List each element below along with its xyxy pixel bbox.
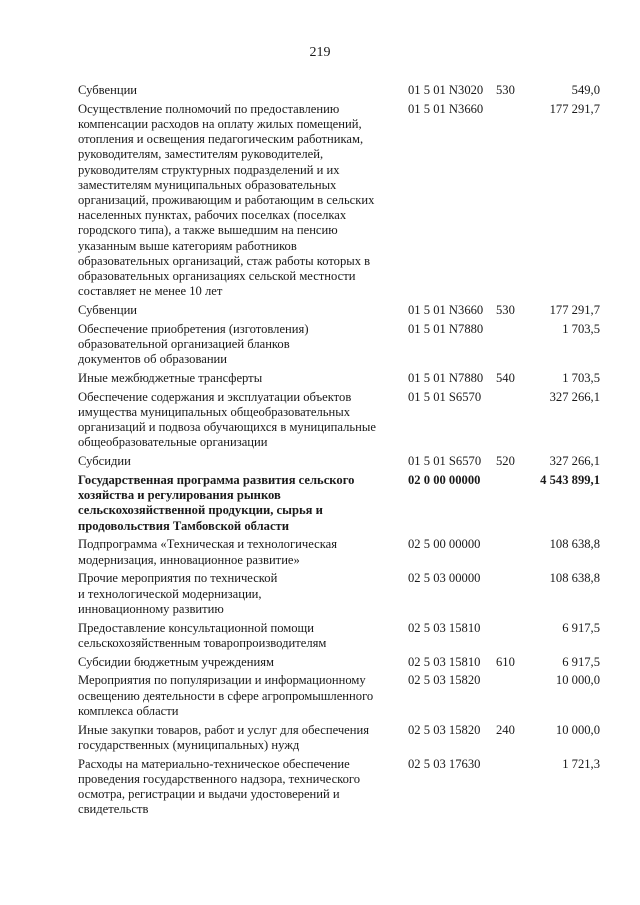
- row-code: 02 5 03 15820: [408, 722, 481, 737]
- row-amount: 1 703,5: [562, 371, 600, 386]
- row-description: Иные закупки товаров, работ и услуг для обеспечения государственных (муниципальных) нужд: [78, 722, 370, 752]
- row-code: 01 5 01 N3660: [408, 303, 484, 318]
- row-amount: 327 266,1: [549, 454, 600, 469]
- row-code: 02 5 03 15810: [408, 654, 481, 669]
- row-amount: 6 917,5: [562, 654, 600, 669]
- row-description: Прочие мероприятия по технической и технологической модернизации, инновационному развитию: [78, 571, 278, 616]
- row-expense-type: 520: [496, 454, 515, 469]
- budget-table: [78, 83, 600, 821]
- table-row: [78, 723, 600, 753]
- row-description: Государственная программа развития сельского хозяйства и регулирования рынков сельскохозяйственной продукции, сырья и продовольствия Тамбовской области: [78, 473, 355, 533]
- row-expense-type: 240: [496, 722, 515, 737]
- row-code: 01 5 01 N7880: [408, 371, 484, 386]
- table-row: [78, 371, 600, 386]
- row-description: Осуществление полномочий по предоставлению компенсации расходов на оплату жилых помещений, отопления и освещения педагогическим работникам, руководителям, заместителям руководителей, руководителям структурных подразделений и их заместителям муниципальных образовательных организаций, проживающим и работающим в сельских населенных пунктах, рабочих поселках (поселках городского типа), а также вышедшим на пенсию указанным выше категориям работников образовательных организаций, стаж работы которых в образовательных организациях сельской местности составляет не менее 10 лет: [78, 101, 375, 299]
- table-row: [78, 322, 600, 368]
- table-row: [78, 673, 600, 719]
- row-expense-type: 610: [496, 654, 515, 669]
- row-amount: 177 291,7: [549, 303, 600, 318]
- table-row: [78, 757, 600, 818]
- row-code: 01 5 01 S6570: [408, 389, 482, 404]
- row-amount: 108 638,8: [549, 571, 600, 586]
- table-row: [78, 571, 600, 617]
- row-amount: 108 638,8: [549, 537, 600, 552]
- row-amount: 1 721,3: [562, 756, 600, 771]
- table-row: [78, 621, 600, 651]
- table-row: [78, 537, 600, 567]
- table-row: [78, 655, 600, 670]
- row-description: Обеспечение содержания и эксплуатации объектов имущества муниципальных общеобразовательных организаций и подвоза обучающихся в муниципальные общеобразовательные организации: [78, 389, 376, 450]
- row-code: 01 5 01 S6570: [408, 454, 482, 469]
- row-description: Обеспечение приобретения (изготовления) образовательной организацией бланков документов об образовании: [78, 321, 309, 367]
- table-row: [78, 303, 600, 318]
- row-code: 01 5 01 N7880: [408, 321, 484, 336]
- table-row: [78, 83, 600, 98]
- row-code: 02 5 00 00000: [408, 537, 481, 552]
- row-amount: 177 291,7: [549, 101, 600, 116]
- row-amount: 10 000,0: [555, 722, 600, 737]
- row-description: Субвенции: [78, 83, 138, 97]
- table-row: [78, 102, 600, 300]
- row-description: Иные межбюджетные трансферты: [78, 371, 263, 386]
- row-code: 02 5 03 15820: [408, 673, 481, 688]
- row-amount: 1 703,5: [562, 321, 600, 336]
- table-row: [78, 473, 600, 534]
- table-row: [78, 390, 600, 451]
- row-description: Предоставление консультационной помощи сельскохозяйственным товаропроизводителям: [78, 620, 327, 650]
- table-row: [78, 454, 600, 469]
- row-code: 02 5 03 00000: [408, 571, 481, 586]
- row-expense-type: 530: [496, 303, 515, 318]
- row-amount: 10 000,0: [555, 673, 600, 688]
- row-code: 02 5 03 15810: [408, 620, 481, 635]
- row-code: 02 0 00 00000: [408, 473, 481, 488]
- row-description: Субсидии бюджетным учреждениям: [78, 654, 274, 669]
- page-number: 219: [309, 45, 331, 60]
- row-code: 02 5 03 17630: [408, 756, 481, 771]
- row-code: 01 5 01 N3020: [408, 83, 484, 97]
- row-description: Подпрограмма «Техническая и технологическая модернизация, инновационное развитие»: [78, 537, 338, 567]
- row-description: Субсидии: [78, 454, 131, 469]
- row-amount: 549,0: [571, 83, 600, 97]
- row-description: Мероприятия по популяризации и информационному освещению деятельности в сфере агропромышленного комплекса области: [78, 673, 374, 718]
- row-code: 01 5 01 N3660: [408, 101, 484, 116]
- row-expense-type: 540: [496, 371, 515, 386]
- row-description: Субвенции: [78, 303, 138, 318]
- row-description: Расходы на материально-техническое обеспечение проведения государственного надзора, технического осмотра, регистрации и выдачи удостоверений и свидетельств: [78, 756, 361, 817]
- row-expense-type: 530: [496, 83, 515, 97]
- row-amount: 327 266,1: [549, 389, 600, 404]
- row-amount: 4 543 899,1: [540, 473, 600, 488]
- row-amount: 6 917,5: [562, 620, 600, 635]
